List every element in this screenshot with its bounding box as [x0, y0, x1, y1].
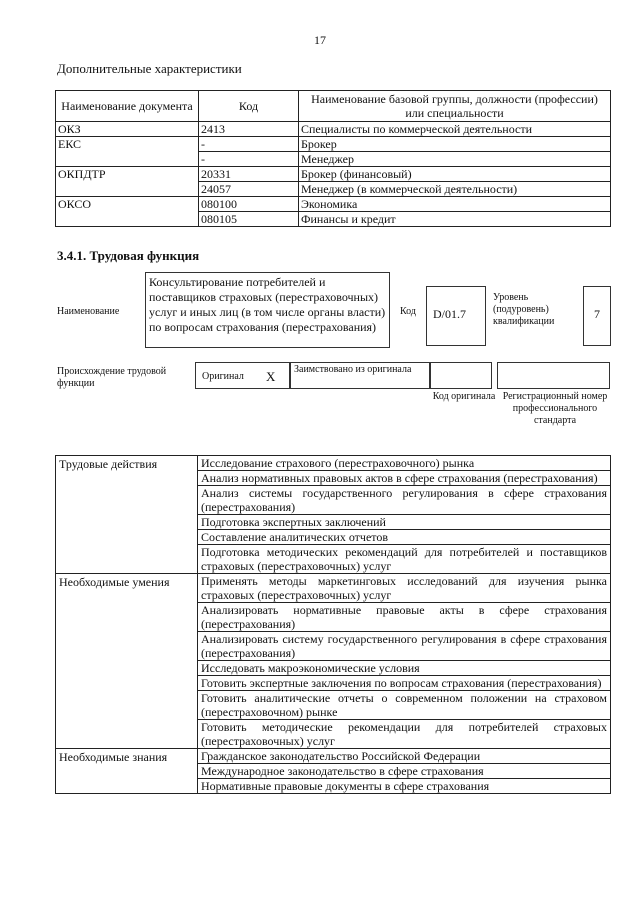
table-row	[56, 749, 611, 764]
original-label: Оригинал	[202, 371, 244, 382]
doc-cell: ЕКС	[56, 137, 199, 152]
name-cell: Менеджер	[299, 152, 611, 167]
category-cell: Трудовые действия	[56, 456, 198, 574]
code-cell: -	[199, 137, 299, 152]
item-cell: Подготовка экспертных заключений	[198, 515, 611, 530]
item-cell: Анализировать систему государственного регулирования в сфере страхования (перестрахования)	[198, 632, 611, 661]
name-cell: Брокер	[299, 137, 611, 152]
borrowed-label: Заимствовано из оригинала	[294, 364, 412, 375]
table-row	[56, 456, 611, 471]
registration-number-cell	[497, 362, 610, 389]
borrowed-cell	[290, 362, 430, 389]
page-number: 17	[314, 33, 326, 47]
item-cell: Исследовать макроэкономические условия	[198, 661, 611, 676]
name-cell: Менеджер (в коммерческой деятельности)	[299, 182, 611, 197]
doc-cell: ОКПДТР	[56, 167, 199, 182]
labor-function-heading: 3.4.1. Трудовая функция	[57, 248, 200, 263]
item-cell: Исследование страхового (перестраховочного) рынка	[198, 456, 611, 471]
table-row	[56, 212, 611, 227]
item-cell: Подготовка методических рекомендаций для потребителей и поставщиков страховых (перестраховочных) услуг	[198, 545, 611, 574]
original-mark: X	[266, 369, 276, 384]
table-row	[56, 137, 611, 152]
additional-characteristics-table	[55, 90, 611, 227]
doc-cell: ОКЗ	[56, 122, 199, 137]
item-cell: Готовить методические рекомендации для потребителей страховых (перестраховочных) услуг	[198, 720, 611, 749]
doc-cell	[56, 182, 199, 197]
item-cell: Анализировать нормативные правовые акты в сфере страхования (перестрахования)	[198, 603, 611, 632]
registration-number-caption: Регистрационный номер профессионального стандарта	[502, 391, 608, 426]
item-cell: Гражданское законодательство Российской Федерации	[198, 749, 611, 764]
origin-label: Происхождение трудовой функции	[57, 366, 167, 389]
code-label: Код	[400, 306, 416, 317]
code-cell: 24057	[199, 182, 299, 197]
table-row	[56, 122, 611, 137]
qualification-level-label: Уровень (подуровень) квалификации	[493, 292, 555, 327]
header-group-name: Наименование базовой группы, должности (профессии) или специальности	[299, 91, 611, 122]
name-cell: Финансы и кредит	[299, 212, 611, 227]
code-cell: -	[199, 152, 299, 167]
code-cell: 080100	[199, 197, 299, 212]
qualification-level-box: 7	[583, 286, 611, 346]
category-cell: Необходимые знания	[56, 749, 198, 794]
table-header-row	[56, 91, 611, 122]
labor-function-details-table	[55, 455, 611, 794]
original-code-caption: Код оригинала	[432, 391, 496, 402]
name-cell: Брокер (финансовый)	[299, 167, 611, 182]
item-cell: Готовить экспертные заключения по вопросам страхования (перестрахования)	[198, 676, 611, 691]
table-row	[56, 152, 611, 167]
name-cell: Экономика	[299, 197, 611, 212]
table-row	[56, 197, 611, 212]
header-document-name: Наименование документа	[56, 91, 199, 122]
table-row	[56, 167, 611, 182]
doc-cell: ОКСО	[56, 197, 199, 212]
original-code-cell	[430, 362, 492, 389]
code-cell: 2413	[199, 122, 299, 137]
item-cell: Нормативные правовые документы в сфере страхования	[198, 779, 611, 794]
function-code-box: D/01.7	[426, 286, 486, 346]
additional-characteristics-title: Дополнительные характеристики	[57, 61, 242, 76]
code-cell: 080105	[199, 212, 299, 227]
name-label: Наименование	[57, 306, 120, 317]
table-row	[56, 182, 611, 197]
item-cell: Анализ нормативных правовых актов в сфере страхования (перестрахования)	[198, 471, 611, 486]
category-cell: Необходимые умения	[56, 574, 198, 749]
table-row	[56, 574, 611, 603]
doc-cell	[56, 212, 199, 227]
item-cell: Составление аналитических отчетов	[198, 530, 611, 545]
header-code: Код	[199, 91, 299, 122]
origin-row	[195, 362, 492, 389]
item-cell: Применять методы маркетинговых исследований для изучения рынка страховых (перестраховочных) услуг	[198, 574, 611, 603]
item-cell: Анализ системы государственного регулирования в сфере страхования (перестрахования)	[198, 486, 611, 515]
original-cell	[195, 362, 290, 389]
function-name-box: Консультирование потребителей и поставщиков страховых (перестраховочных) услуг и иных лиц (в том числе органы власти) по вопросам страхования (перестрахования)	[145, 272, 390, 348]
item-cell: Готовить аналитические отчеты о современном положении на страховом (перестраховочном) рынке	[198, 691, 611, 720]
code-cell: 20331	[199, 167, 299, 182]
name-cell: Специалисты по коммерческой деятельности	[299, 122, 611, 137]
doc-cell	[56, 152, 199, 167]
item-cell: Международное законодательство в сфере страхования	[198, 764, 611, 779]
